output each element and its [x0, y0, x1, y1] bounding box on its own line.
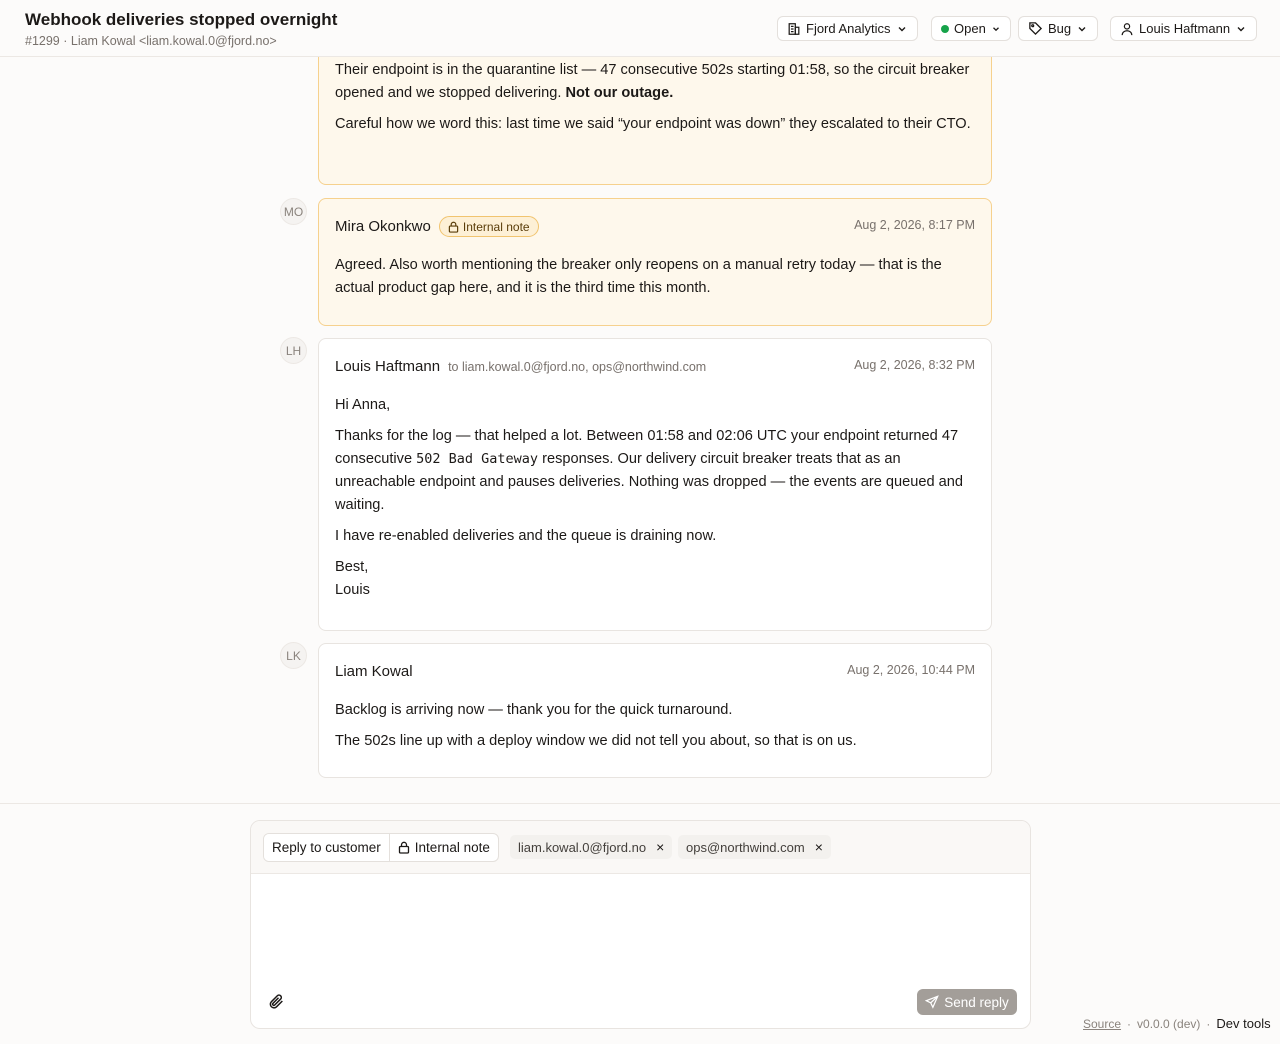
chevron-down-icon	[991, 24, 1001, 34]
assignee-select[interactable]	[1110, 16, 1257, 41]
ticket-subtitle: #1299 · Liam Kowal <liam.kowal.0@fjord.no>	[25, 34, 277, 48]
message-paragraph	[335, 425, 975, 517]
message-text: Their endpoint is in the quarantine list — 47 consecutive 502s starting 01:58, so the circuit breaker opened and we stopped delivering.	[335, 62, 970, 101]
internal-note-message	[318, 198, 992, 326]
reply-message	[318, 338, 992, 631]
reply-to-customer-tab[interactable]: Reply to customer	[264, 834, 389, 861]
message-time: Aug 2, 2026, 10:44 PM	[847, 663, 975, 677]
message-thread[interactable]	[0, 57, 1280, 803]
message-body	[335, 699, 975, 753]
message-paragraph: Agreed. Also worth mentioning the breaker only reopens on a manual retry today — that is the actual product gap here, and it is the third time this month.	[335, 257, 942, 296]
internal-note-tab[interactable]	[389, 834, 498, 861]
footer-separator: ·	[1127, 1016, 1132, 1031]
message-body	[335, 254, 975, 300]
source-link[interactable]: Source	[1083, 1016, 1122, 1031]
recipient-chip	[678, 835, 831, 859]
chevron-down-icon	[896, 23, 908, 35]
message-emphasis: Not our outage.	[565, 85, 674, 101]
status-dot	[941, 25, 949, 33]
internal-note-tab-label: Internal note	[414, 840, 490, 855]
message-signoff: Best,	[335, 559, 369, 575]
message-time: Aug 2, 2026, 8:17 PM	[854, 218, 975, 232]
tag-label: Bug	[1048, 21, 1072, 36]
assignee-label: Louis Haftmann	[1139, 21, 1231, 36]
chevron-down-icon	[1076, 23, 1088, 35]
paperclip-icon[interactable]	[268, 993, 285, 1010]
message-author: Louis Haftmann	[335, 358, 441, 375]
status-select[interactable]	[931, 16, 1011, 41]
remove-recipient-button[interactable]: ×	[814, 839, 823, 855]
send-reply-button[interactable]	[917, 989, 1017, 1015]
recipient-email: liam.kowal.0@fjord.no	[518, 839, 647, 855]
message-time: Aug 2, 2026, 8:32 PM	[854, 358, 975, 372]
message-paragraph: Backlog is arriving now — thank you for the quick turnaround.	[335, 702, 733, 718]
message-header	[335, 199, 975, 254]
app-footer	[1083, 1016, 1271, 1031]
footer-separator: ·	[1206, 1016, 1211, 1031]
inline-code: 502 Bad Gateway	[416, 451, 539, 467]
lock-icon	[398, 841, 410, 854]
org-label: Fjord Analytics	[806, 21, 891, 36]
avatar: LK	[280, 642, 307, 669]
reply-textarea[interactable]	[251, 874, 1030, 974]
message-paragraph: Careful how we word this: last time we said “your endpoint was down” they escalated to their CTO.	[335, 116, 971, 132]
building-icon	[787, 22, 801, 36]
send-icon	[925, 995, 939, 1009]
internal-note-badge	[439, 216, 539, 237]
internal-note-message	[318, 57, 992, 185]
message-paragraph: Hi Anna,	[335, 397, 391, 413]
chevron-down-icon	[1235, 23, 1247, 35]
message-text: responses. Our delivery circuit breaker treats that as an unreachable endpoint and pauses deliveries. Nothing was dropped — the events are queued and waiting.	[335, 451, 963, 513]
reply-composer	[250, 820, 1031, 1029]
message-header	[335, 339, 975, 394]
lock-icon	[448, 221, 459, 233]
recipient-email: ops@northwind.com	[686, 839, 805, 855]
ticket-header	[0, 0, 1280, 57]
message-paragraph: I have re-enabled deliveries and the queue is draining now.	[335, 528, 717, 544]
message-recipients: to liam.kowal.0@fjord.no, ops@northwind.com	[448, 359, 707, 374]
message-author: Mira Okonkwo	[335, 218, 431, 235]
user-icon	[1120, 22, 1134, 36]
message-paragraph	[335, 59, 975, 105]
message-body	[335, 59, 975, 136]
customer-message	[318, 643, 992, 778]
tag-icon	[1028, 21, 1043, 36]
dev-tools-button[interactable]: Dev tools	[1216, 1016, 1271, 1031]
send-reply-label: Send reply	[944, 994, 1009, 1010]
remove-recipient-button[interactable]: ×	[656, 839, 665, 855]
org-select[interactable]	[777, 16, 918, 41]
message-body	[335, 394, 975, 602]
message-paragraph	[335, 556, 975, 602]
message-header	[335, 644, 975, 699]
version-label: v0.0.0 (dev)	[1137, 1016, 1201, 1031]
composer-area	[0, 803, 1280, 1044]
avatar: MO	[280, 198, 307, 225]
avatar: LH	[280, 337, 307, 364]
recipient-chip	[510, 835, 672, 859]
composer-mode-toggle	[263, 833, 499, 862]
status-label: Open	[954, 21, 986, 36]
message-text: Thanks for the log — that helped a lot. Between 01:58 and 02:06 UTC your endpoint returned 47 consecutive	[335, 428, 959, 467]
message-signature: Louis	[335, 582, 370, 598]
composer-header	[251, 821, 1030, 874]
message-author: Liam Kowal	[335, 663, 413, 680]
ticket-title: Webhook deliveries stopped overnight	[25, 10, 338, 29]
message-paragraph: The 502s line up with a deploy window we did not tell you about, so that is on us.	[335, 733, 857, 749]
badge-label: Internal note	[462, 219, 530, 234]
tag-select[interactable]	[1018, 16, 1098, 41]
